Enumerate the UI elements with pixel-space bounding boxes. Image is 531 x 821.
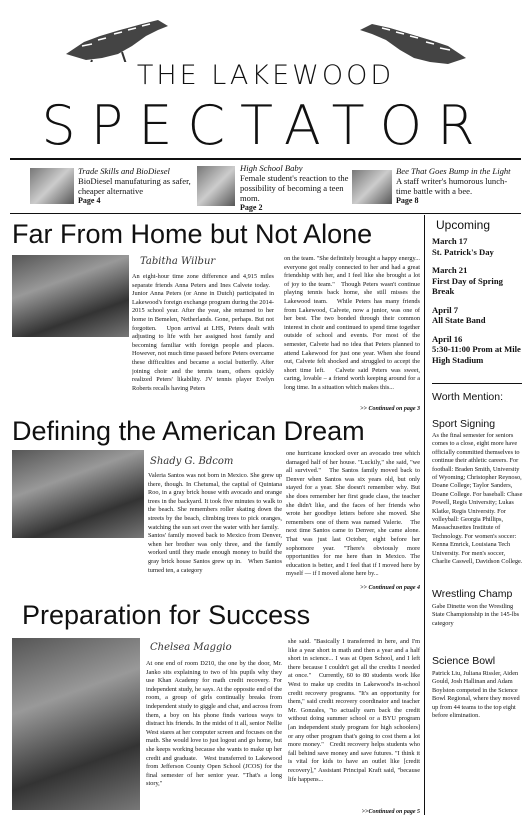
wrestling-text: Gabe Dinette won the Wrestling State Championship in the 145-lbs category <box>432 603 520 627</box>
continued-link[interactable]: >> Continued on page 3 <box>360 406 420 412</box>
teaser-page: Page 2 <box>240 203 263 212</box>
article-body-col1: An eight-hour time zone difference and 4,915 miles separate friends Anna Peters and Ines Calvete today. Junior Anna Peters (or Anne in Dutch) participated in Lakewood's foreign exchange program during the 2014-2015 school year. After the year, she returned to her home in Bemelen, Netherlands. Gone, perhaps. But not forgotten. Upon arrival at LHS, Peters dealt with adjusting to life with her assigned host family and becoming familiar with foreign people and places. However, not much time passed before Peters overcame these difficulties and became a social butterfly. After joining choir and the tennis team, others quickly realized Peters' likability. JV tennis player Evelyn Roberts recalls having Peters <box>132 273 274 392</box>
sidebar-rule <box>432 383 522 384</box>
continued-link[interactable]: >> Continued on page 4 <box>360 585 420 591</box>
teaser-page: Page 4 <box>78 196 101 205</box>
teaser-title: High School Baby <box>240 163 303 173</box>
headline-far-from-home[interactable]: Far From Home but Not Alone <box>12 219 373 249</box>
teaser-bee[interactable] <box>396 166 516 206</box>
sidebar-divider <box>424 215 425 815</box>
article-body-spill <box>12 340 130 405</box>
masthead-rule <box>10 158 521 160</box>
masthead-name: SPECTATOR <box>41 94 490 157</box>
tiger-illustration-left <box>62 16 172 62</box>
teaser-desc: Female student's reaction to the possibility of becoming a teen mom. <box>240 173 349 203</box>
article-body-col1: Valeria Santos was not born in Mexico. She grew up there, though. In Chetumal, the capital of Quintana Roo, in a gray brick house with avocado and orange trees in the backyard. It took five minutes to walk to the beach. She remembers roller skating down the streets by the beach, climbing trees to pick oranges, watching the sun set over the water with her family. Santos' family moved back to Mexico from Denver, when her brother was only three, and the family worked until they made enough money to build the gray brick house Santos grew up in. When Santos turned ten, a category <box>148 472 282 574</box>
teaser-rule <box>10 213 521 214</box>
event-item: April 16 5:30-11:00 Prom at Mile High Stadium <box>432 333 521 365</box>
teaser-photo-baby <box>197 166 235 206</box>
event-list <box>432 236 524 365</box>
science-bowl-text: Patrick Liu, Juliana Rissler, Aiden Gould, Josh Hallinan and Adam Boylston competed in the Science Bowl Regional, where they moved up from 44 teams to the top eight before elimination. <box>432 670 520 720</box>
teaser-photo-biodiesel <box>30 168 74 204</box>
continued-link[interactable]: >>Continued on page 5 <box>361 809 420 815</box>
teaser-baby[interactable] <box>240 163 355 213</box>
headline-preparation-success[interactable]: Preparation for Success <box>22 600 311 630</box>
article-body-col2: she said. "Basically I transferred in here, and I'm like a year short in math and then a year and a half short in science... I was at Open School, and I left there because I couldn't get all the credits I needed at once." Currently, 60 to 80 students work like West to make up credits in Lakewood's in-school credit recovery programs. "It's an opportunity for them," said credit recovery coordinator and teacher Mr. Gonzales, "to actually earn back the credit without doing summer school or a BYU program [an independent study program for high schoolers] or any other program that's going to cost them a lot more money." Credit recovery helps students who fall behind save money and save futures. "I think it is vital for kids to have an outlet like [credit recovery]," Assistant Principal Kraft said, "because life happens... <box>288 638 420 783</box>
teaser-desc: BioDiesel manufaturing as safer, cheaper alternative <box>78 176 191 196</box>
article-body-col2: on the team. "She definitely brought a happy energy... everyone got really connected to her and had a great friendship with her, and I feel like she brought a lot of joy to the team." Though Peters wasn't continue playing tennis back home, she still misses the Lakewood team. While Peters has many friends from Lakewood, Calvete, now a junior, was one of her best. The two bonded through their common interest in choir and continued to spend time together outside of school and events. For most of the semester, Calvete had no idea that Peters planned to attend Lakewood for just one year. When she found out, Calvete felt shocked and struggled to accept the short time left. Calvete said Peters was sweet, caring, lovable – a friend worth keeping around for a long time. In a situation which makes this... <box>284 255 420 391</box>
teaser-title: Bee That Goes Bump in the Light <box>396 166 511 176</box>
photo-valeria-santos <box>12 450 144 538</box>
science-bowl-title: Science Bowl <box>432 655 496 667</box>
teaser-photo-bee <box>352 170 392 204</box>
article-body-col2: one hurricane knocked over an avocado tree which damaged half of her house. "Luckily," she said, "we all survived." The Santos family moved back to Denver when Santos was six years old, but only stayed for a year. She doesn't remember why. But she does remember her first grade class, the teacher she didn't like, and the faces of her friends who wrote her goodbye letters before she moved. She remembers one of them was named Valerie. The next time Santos came to Denver, she came alone. That was just last October, eight before her sophomore year. "There's obviously more opportunities for me here than in Mexico. The education is better, and I feel that if I moved here by myself — if I moved alone here by... <box>286 450 420 578</box>
byline-signature: Shady G. Bdcom <box>150 456 234 467</box>
event-item: April 7 All State Band <box>432 304 486 325</box>
masthead-top: THE LAKEWOOD <box>136 60 395 91</box>
worth-mention-title: Worth Mention: <box>432 391 504 403</box>
photo-peters-calvete <box>12 255 129 337</box>
event-item: March 17 St. Patrick's Day <box>432 236 494 257</box>
sport-signing-text: As the final semester for seniors comes to a close, eight more have officially committed themselves to continue their athletic careers. For football: Braden Smith, University of Wyoming; Christopher Reynoso, Doane College; Taylor Sanders, Doane College. For baseball: Chase Powell, Regis University; Lukas Klatke, Regis University. For volleyball: Georgia Phillips, Massachusettes Institute of Technology. For women's soccer: Kenna Emrick, Louisiana Tech University. For men's soccer, Charlie Caswell, Davidson College. <box>432 432 523 566</box>
photo-credit-recovery-class <box>12 638 140 810</box>
upcoming-title: Upcoming <box>436 218 491 232</box>
teaser-page: Page 8 <box>396 196 419 205</box>
sport-signing-title: Sport Signing <box>432 418 496 430</box>
teaser-title: Trade Skills and BioDiesel <box>78 166 170 176</box>
byline-signature: Tabitha Wilbur <box>140 256 216 267</box>
headline-american-dream[interactable]: Defining the American Dream <box>12 416 365 446</box>
event-item: March 21 First Day of Spring Break <box>432 265 503 296</box>
article-body-col1: At one end of room D210, the one by the door, Mr. Janko sits explaining to two of his pupils why they use Khan Academy for math credit recovery. For independent study, he says. At the opposite end of the room, a group of girls continually breaks from independent study to giggle and chat, and across from them, a boy on his phone finds various ways to distract his friends. In the midst of it all, senior Nellie West stares at her computer screen and focuses on the math. She would love to just logout and go home, but she keeps working because she wants to make up her credit and graduate. West transferred to Lakewood from Jefferson County Open School (JCOS) for the final semester of her senior year. "That's a long story," <box>146 660 282 788</box>
wrestling-title: Wrestling Champ <box>432 588 513 600</box>
byline-signature: Chelsea Maggio <box>150 642 232 653</box>
teaser-desc: A staff writer's humorous lunch-time battle with a bee. <box>396 176 508 196</box>
teaser-biodiesel[interactable] <box>78 166 198 206</box>
